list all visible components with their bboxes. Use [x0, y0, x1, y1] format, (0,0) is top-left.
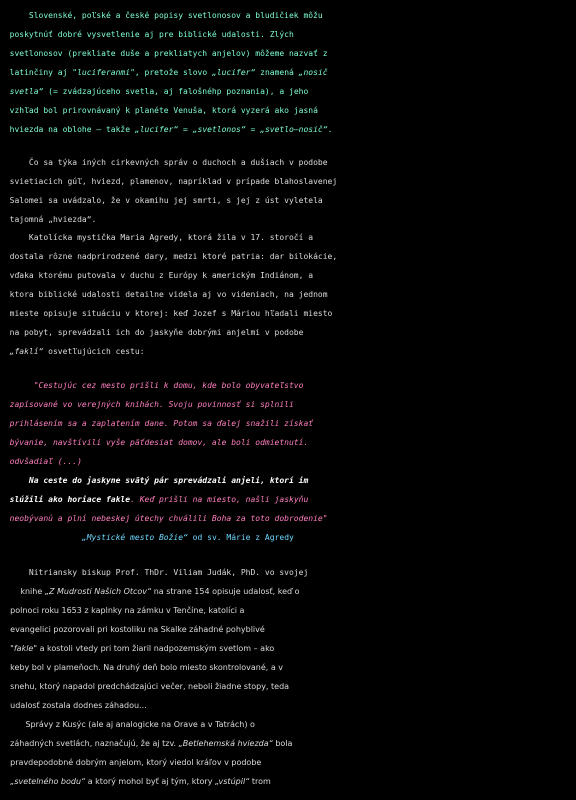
quote-line: "Cestujúc cez mesto prišli k domu, kde bolo obyvateľstvo [33, 381, 304, 390]
quote-line: prihlásením sa a zaplatením dane. Potom sa ďalej snažili získať [9, 419, 314, 428]
text-line: tajomná „hviezda“. [9, 215, 97, 224]
text-line: keby bol v plameňoch. Na druhý deň bolo miesto skontrolované, a v [10, 663, 284, 672]
text-line: pravdepodobné dobrým anjelom, ktorý viedol kráľov v podobe [10, 758, 262, 767]
quote-line: zapísované vo verejných knihách. Svoju povinnosť si splnili [9, 400, 294, 409]
quote-line-emphasis: Na ceste do jaskyne svätý pár sprevádzali anjeli, ktorí im [28, 476, 309, 485]
quote-line: neobývanú a plní nebeskej útechy chválili Boha za toto dobrodenie" [9, 514, 328, 523]
text-line: knihe „Z Mudrosti Našich Otcov“ na strane 154 opisuje udalosť, keď o [20, 587, 300, 596]
text-line: vďaka ktorému putovala v duchu z Európy k americkým Indiánom, a [9, 271, 314, 280]
text-line: ktora biblické udalosti detailne videla aj vo videniach, na jednom [9, 290, 328, 299]
text-line: Salomei sa uvádzalo, že v okamihu jej smrti, s jej z úst vyletela [9, 196, 323, 205]
quote-line: bývanie, navštívili vyše päťdesiat domov, ale boli odmietnutí. [9, 438, 309, 447]
text-line: Slovenské, poľské a české popisy svetlonosov a bludičiek môžu [28, 11, 323, 20]
text-line: evangelici pozorovali pri kostoliku na Skalke záhadné pohyblivé [10, 625, 265, 634]
text-line: hviezda na oblohe – takže „lucifer“ = „svetlonos“ = „svetlo–nosič“. [9, 125, 333, 134]
text-line: polnoci roku 1653 z kaplnky na zámku v Tenčíne, katolíci a [10, 606, 245, 615]
text-line: poskytnúť dobré vysvetlenie aj pre biblické udalosti. Zlých [9, 30, 294, 39]
text-line: Nitriansky biskup Prof. ThDr. Viliam Judák, PhD. vo svojej [28, 568, 309, 577]
quote-line: odvšadiaľ (...) [9, 457, 82, 466]
text-line: mieste opisuje situáciu v ktorej: keď Jozef s Máriou hľadali miesto [9, 309, 333, 318]
text-line: udalosť zostala dodnes záhadou... [10, 701, 147, 710]
text-line: "fakle" a kostoli vtedy pri tom žiaril nadpozemským svetlom – ako [10, 644, 275, 653]
text-line: na pobyt, sprevádzali ich do jaskyňe dobrými anjelmi v podobe [9, 328, 304, 337]
text-line: vzhľad bol prirovnávaný k planéte Venuša, ktorá vyzerá ako jasná [9, 106, 318, 115]
text-line: svetlonosov (prekliate duše a prekliatych anjelov) môžeme nazvať z [9, 49, 328, 58]
quote-source: „Mystické mesto Božie“ od sv. Márie z Agredy [81, 533, 294, 542]
text-line: „faklí“ osvetľujúcich cestu: [9, 347, 145, 356]
text-line: latinčiny aj "luciferanmi", pretože slovo „lucifer“ znamená „nosič [9, 68, 328, 77]
text-line: svietiacich gúľ, hviezd, plamenov, napríklad v prípade blahoslavenej [9, 177, 338, 186]
text-line: snehu, ktorý napadol predchádzajúci večer, neboli žiadne stopy, teda [10, 682, 290, 691]
text-line: Katolícka mystička Maria Agredy, ktorá žila v 17. storočí a [28, 233, 314, 242]
text-line: záhadných svetlách, naznačujú, že aj tzv. „Betlehemská hviezda“ bola [10, 739, 293, 748]
text-line: Čo sa týka iných cirkevných správ o duchoch a dušiach v podobe [28, 158, 328, 167]
text-line: „svetelného bodu“ a ktorý mohol byť aj tým, ktory „vstúpil“ trom [10, 777, 271, 786]
text-line: svetla“ (= zvádzajúceho svetla, aj falošnéhp poznania), a jeho [9, 87, 309, 96]
text-line: Správy z Kusýc (ale aj analogicke na Orave a v Tatrách) o [25, 720, 255, 729]
text-line: dostala rôzne nadprirodzené dary, medzi ktoré patria: dar bilokácie, [9, 252, 338, 261]
quote-line: slúžili ako horiace fakle. Keď prišli na miesto, našli jaskyňu [9, 495, 309, 504]
